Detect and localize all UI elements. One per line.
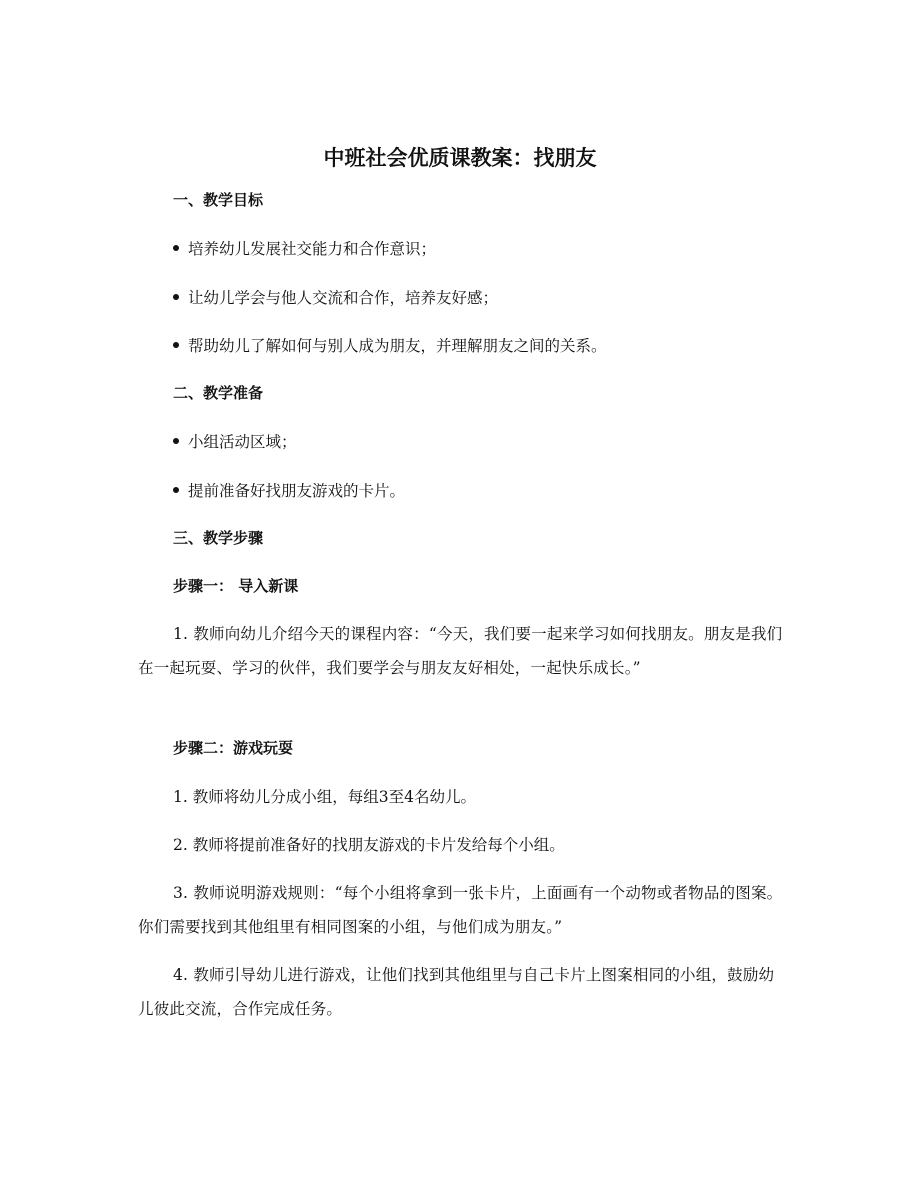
list-item: [173, 335, 607, 357]
list-item-text: 培养幼儿发展社交能力和合作意识；: [188, 240, 437, 258]
step2-paragraph-2: 2. 教师将提前准备好的找朋友游戏的卡片发给每个小组。: [173, 836, 565, 854]
bullet-icon: [173, 294, 179, 300]
bullet-icon: [173, 245, 179, 251]
bullet-icon: [173, 487, 179, 493]
section-heading-goals: 一、教学目标: [173, 191, 264, 209]
step1-paragraph-1: 1. 教师向幼儿介绍今天的课程内容：“今天，我们要一起来学习如何找朋友。朋友是我们在一起玩耍、学习的伙伴，我们要学会与朋友友好相处，一起快乐成长。”: [138, 625, 783, 677]
step2-paragraph-1: 1. 教师将幼儿分成小组，每组3至4名幼儿。: [173, 788, 476, 806]
list-item: [173, 287, 498, 309]
bullet-icon: [173, 342, 179, 348]
page-title: 中班社会优质课教案：找朋友: [323, 146, 597, 170]
list-item: [173, 238, 436, 260]
list-item-text: 帮助幼儿了解如何与别人成为朋友，并理解朋友之间的关系。: [188, 337, 607, 355]
list-item: [173, 431, 297, 453]
list-item-text: 让幼儿学会与他人交流和合作，培养友好感；: [188, 289, 499, 307]
section-heading-preparation: 二、教学准备: [173, 384, 264, 402]
step2-paragraph-3: 3. 教师说明游戏规则：“每个小组将拿到一张卡片，上面画有一个动物或者物品的图案。你们需要找到其他组里有相同图案的小组，与他们成为朋友。”: [138, 884, 783, 936]
step2-paragraph-4: 4. 教师引导幼儿进行游戏，让他们找到其他组里与自己卡片上图案相同的小组，鼓励幼儿彼此交流，合作完成任务。: [138, 966, 775, 1018]
list-item-text: 小组活动区域；: [188, 433, 297, 451]
bullet-icon: [173, 438, 179, 444]
section-heading-steps: 三、教学步骤: [173, 529, 264, 547]
list-item-text: 提前准备好找朋友游戏的卡片。: [188, 482, 406, 500]
step-heading-game: 步骤二：游戏玩耍: [173, 739, 294, 757]
step-heading-intro: 步骤一： 导入新课: [173, 577, 299, 595]
list-item: [173, 480, 405, 502]
